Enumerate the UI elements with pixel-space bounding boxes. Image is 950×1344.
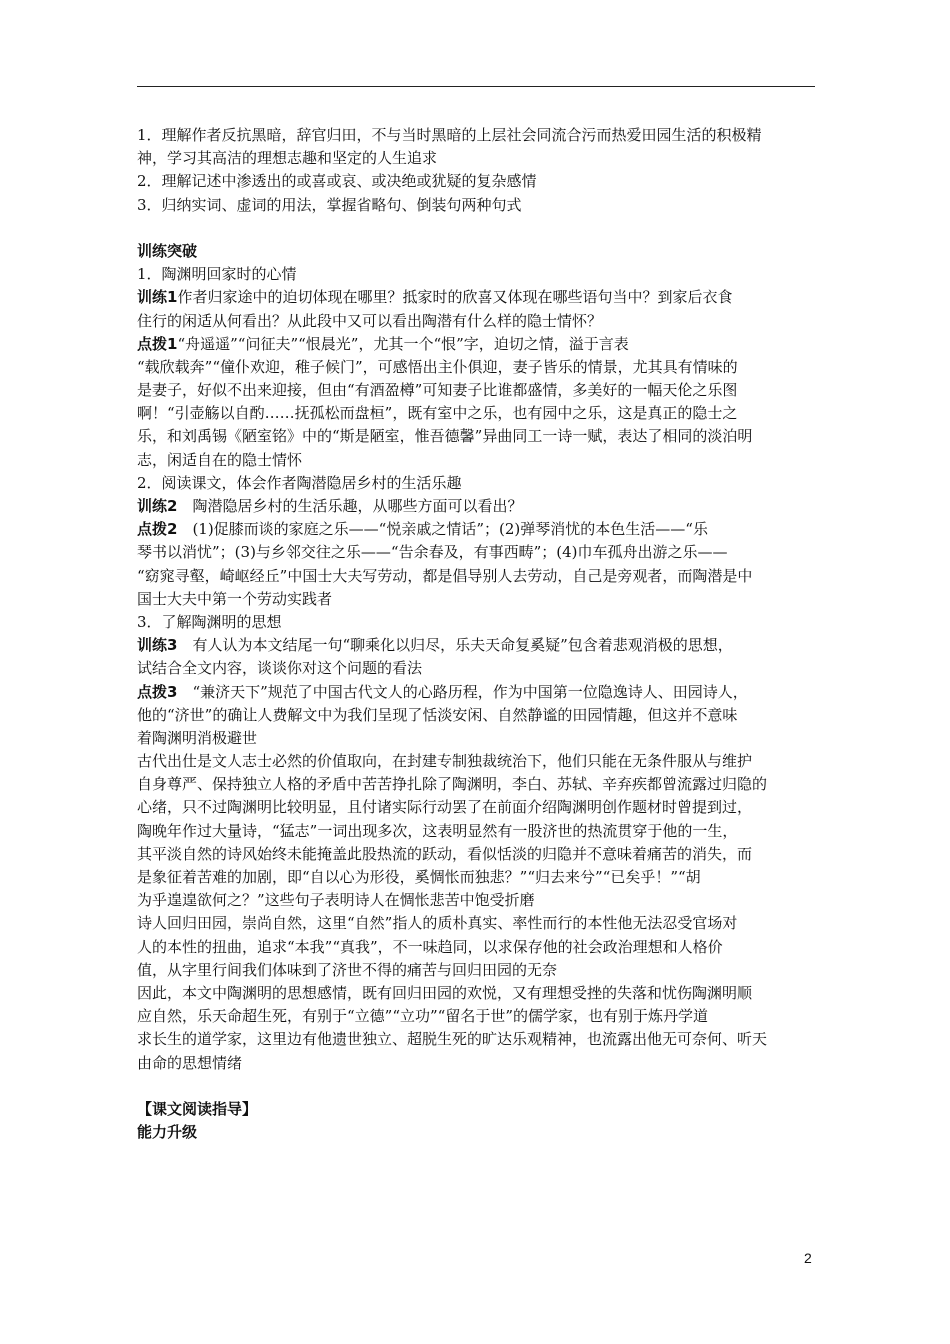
answer-text: 乐，和刘禹锡《陋室铭》中的“斯是陋室，惟吾德馨”异曲同工一诗一赋，表达了相同的淡泊明	[137, 427, 753, 446]
question-text: 陶潜隐居乡村的生活乐趣，从哪些方面可以看出？	[177, 497, 523, 515]
guide-title: 【课文阅读指导】	[137, 1099, 258, 1118]
answer-text: “舟遥遥”“问征夫”“恨晨光”，尤其一个“恨”字，迫切之情，溢于言表	[177, 334, 629, 353]
answer-2	[137, 518, 817, 541]
answer-text: 着陶渊明消极避世	[137, 728, 258, 747]
topic-heading: 3．了解陶渊明的思想	[137, 612, 282, 631]
objective-line: 神，学习其高洁的理想志趣和坚定的人生追求	[137, 149, 438, 168]
answer-text: “载欣载奔”“僮仆欢迎，稚子候门”，可感悟出主仆俱迎，妻子皆乐的情景，尤其具有情味的	[137, 357, 738, 376]
answer-label: 点拨3	[137, 682, 178, 701]
answer-text: 琴书以消忧”；(3)与乡邻交往之乐——“告余春及，有事西畴”；(4)巾车孤舟出游之乐——	[137, 543, 728, 562]
document-body	[137, 124, 817, 1144]
paragraph-line: 古代出仕是文人志士必然的价值取向，在封建专制独裁统治下，他们只能在无条件服从与维护	[137, 752, 753, 771]
paragraph-line: 心绪，只不过陶渊明比较明显，且付诸实际行动罢了在前面介绍陶渊明创作题材时曾提到过，	[137, 798, 753, 817]
paragraph-line: 陶晚年作过大量诗，“猛志”一词出现多次，这表明显然有一股济世的热流贯穿于他的一生，	[137, 821, 738, 840]
answer-text: “窈窕寻壑，崎岖经丘”中国士大夫写劳动，都是倡导别人去劳动，自己是旁观者，而陶潜是中	[137, 566, 753, 585]
level-title: 能力升级	[137, 1123, 198, 1142]
page-number: 2	[804, 1250, 812, 1266]
learning-objectives	[137, 124, 817, 217]
answer-text: 国士大夫中第一个劳动实践者	[137, 589, 333, 608]
paragraph-line: 自身尊严、保持独立人格的矛盾中苦苦挣扎除了陶渊明，李白、苏轼、辛弃疾都曾流露过归隐的	[137, 775, 768, 794]
question-text: 作者归家途中的迫切体现在哪里？抵家时的欣喜又体现在哪些语句当中？到家后衣食	[177, 288, 733, 307]
objective-line: 3．归纳实词、虚词的用法，掌握省略句、倒装句两种句式	[137, 195, 522, 214]
question-1	[137, 286, 817, 309]
question-text: 试结合全文内容，谈谈你对这个问题的看法	[137, 659, 423, 678]
paragraph-line: 人的本性的扭曲，追求“本我”“真我”，不一味趋同，以求保存他的社会政治理想和人格价	[137, 937, 723, 956]
paragraph-line: 其平淡自然的诗风始终未能掩盖此股热流的跃动，看似恬淡的归隐并不意味着痛苦的消失，而	[137, 844, 753, 863]
answer-label: 点拨2	[137, 520, 178, 539]
answer-text: (1)促膝而谈的家庭之乐——“悦亲戚之情话”；(2)弹琴消忧的本色生活——“乐	[177, 520, 708, 539]
answer-3	[137, 681, 817, 704]
paragraph-line: 是象征着苦难的加剧，即“自以心为形役，奚惆怅而独悲？”“归去来兮”“已矣乎！”“胡	[137, 868, 701, 886]
answer-text: 是妻子，好似不出来迎接，但由“有酒盈樽”可知妻子比谁都盛情，多美好的一幅天伦之乐图	[137, 381, 738, 400]
paragraph	[137, 982, 817, 1075]
objective-line: 2．理解记述中渗透出的或喜或哀、或决绝或犹疑的复杂感情	[137, 172, 537, 191]
paragraph-line: 诗人回归田园，崇尚自然，这里“自然”指人的质朴真实、率性而行的本性他无法忍受官场对	[137, 914, 738, 933]
topic-heading: 1．陶渊明回家时的心情	[137, 265, 297, 284]
question-text: 有人认为本文结尾一句“聊乘化以归尽，乐夫天命复奚疑”包含着悲观消极的思想，	[177, 636, 733, 655]
answer-label: 点拨1	[137, 334, 178, 353]
paragraph-line: 因此，本文中陶渊明的思想感情，既有回归田园的欢悦，又有理想受挫的失落和忧伤陶渊明顺	[137, 983, 753, 1002]
question-2	[137, 495, 817, 518]
answer-text: 啊！“引壶觞以自酌……抚孤松而盘桓”，既有室中之乐，也有园中之乐，这是真正的隐士之	[137, 404, 738, 423]
objective-line: 1．理解作者反抗黑暗，辞官归田，不与当时黑暗的上层社会同流合污而热爱田园生活的积极精	[137, 126, 762, 144]
paragraph-line: 值，从字里行间我们体味到了济世不得的痛苦与回归田园的无奈	[137, 960, 558, 979]
question-label: 训练1	[137, 288, 178, 307]
answer-text: 志，闲适自在的隐士情怀	[137, 450, 303, 469]
question-label: 训练3	[137, 636, 178, 655]
topic-heading: 2．阅读课文，体会作者陶潜隐居乡村的生活乐趣	[137, 473, 462, 492]
question-text: 住行的闲适从何看出？从此段中又可以看出陶潜有什么样的隐士情怀？	[137, 311, 603, 330]
answer-1	[137, 333, 817, 356]
paragraph	[137, 912, 817, 982]
question-3	[137, 634, 817, 657]
answer-text: “兼济天下”规范了中国古代文人的心路历程，作为中国第一位隐逸诗人、田园诗人，	[177, 682, 748, 701]
header-rule	[137, 86, 815, 87]
answer-text: 他的“济世”的确让人费解文中为我们呈现了恬淡安闲、自然静谧的田园情趣，但这并不意味	[137, 705, 738, 724]
section-title: 训练突破	[137, 241, 198, 260]
paragraph-line: 求长生的道学家，这里边有他遗世独立、超脱生死的旷达乐观精神，也流露出他无可奈何、听天	[137, 1030, 768, 1049]
paragraph-line: 由命的思想情绪	[137, 1053, 243, 1072]
paragraph-line: 应自然，乐天命超生死，有别于“立德”“立功”“留名于世”的儒学家，也有别于炼丹学道	[137, 1007, 709, 1026]
paragraph	[137, 750, 817, 912]
question-label: 训练2	[137, 497, 178, 515]
paragraph-line: 为乎遑遑欲何之？”这些句子表明诗人在惆怅悲苦中饱受折磨	[137, 891, 535, 910]
